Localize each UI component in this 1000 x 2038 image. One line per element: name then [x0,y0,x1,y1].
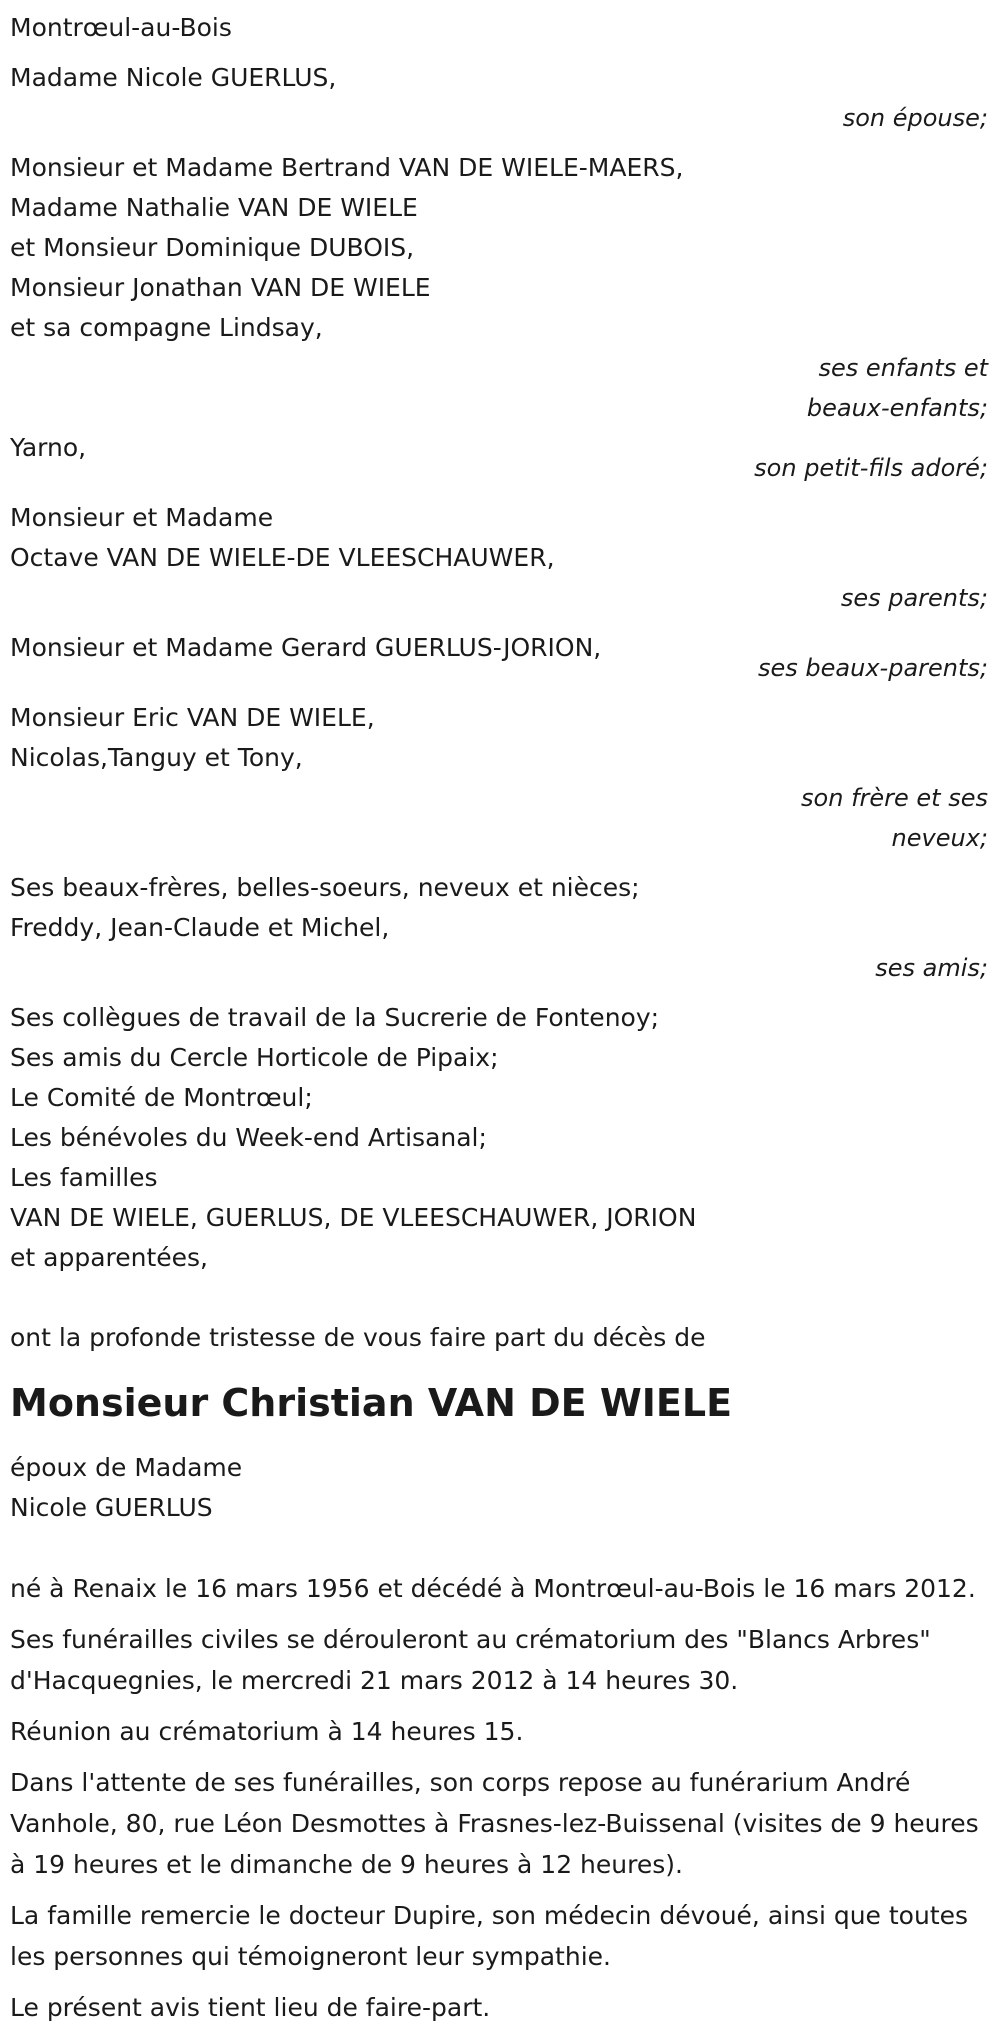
relation-label: neveux; [891,824,988,852]
location: Montrœul-au-Bois [10,13,232,42]
family-line: Ses beaux-frères, belles-soeurs, neveux et nièces; [10,873,640,902]
family-line: Monsieur Jonathan VAN DE WIELE [10,273,431,302]
family-group [10,868,988,988]
family-line: Nicolas,Tanguy et Tony, [10,743,303,772]
family-line: Octave VAN DE WIELE-DE VLEESCHAUWER, [10,543,555,572]
detail-paragraph: Ses funérailles civiles se dérouleront au crématorium des "Blancs Arbres" d'Hacquegnies, le mercredi 21 mars 2012 à 14 heures 30. [10,1625,931,1695]
relation-label: ses beaux-parents; [758,654,988,682]
spouse-line: époux de Madame [10,1453,243,1482]
detail-paragraph: La famille remercie le docteur Dupire, son médecin dévoué, ainsi que toutes les personnes qui témoigneront leur sympathie. [10,1901,969,1971]
family-line: Monsieur et Madame [10,503,274,532]
family-line: Monsieur et Madame Bertrand VAN DE WIELE-MAERS, [10,153,684,182]
relation-label: son frère et ses [801,784,988,812]
deceased-name: Monsieur Christian VAN DE WIELE [10,1381,733,1425]
family-group [10,58,988,138]
family-line: et Monsieur Dominique DUBOIS, [10,233,415,262]
others-line: Les bénévoles du Week-end Artisanal; [10,1123,487,1152]
relation-label: son petit-fils adoré; [754,454,988,482]
family-line: Madame Nathalie VAN DE WIELE [10,193,418,222]
family-line: Freddy, Jean-Claude et Michel, [10,913,390,942]
relation-label: beaux-enfants; [806,394,988,422]
detail-paragraph: né à Renaix le 16 mars 1956 et décédé à Montrœul-au-Bois le 16 mars 2012. [10,1574,976,1603]
family-line: Yarno, [10,433,87,462]
relation-label: ses enfants et [818,354,988,382]
relation-label: ses parents; [840,584,988,612]
family-line: Monsieur et Madame Gerard GUERLUS-JORION, [10,633,602,662]
detail-paragraph: Le présent avis tient lieu de faire-part. [10,1993,491,2022]
others-line: Le Comité de Montrœul; [10,1083,313,1112]
others-line: et apparentées, [10,1243,208,1272]
relation-label: son épouse; [842,104,988,132]
relation-label: ses amis; [875,954,988,982]
family-group [10,698,988,858]
family-line: Madame Nicole GUERLUS, [10,63,337,92]
family-line: Monsieur Eric VAN DE WIELE, [10,703,375,732]
others-line: Ses amis du Cercle Horticole de Pipaix; [10,1043,499,1072]
others-line: Ses collègues de travail de la Sucrerie de Fontenoy; [10,1003,660,1032]
others-line: VAN DE WIELE, GUERLUS, DE VLEESCHAUWER, JORION [10,1203,697,1232]
detail-paragraph: Dans l'attente de ses funérailles, son corps repose au funérarium André Vanhole, 80, rue Léon Desmottes à Frasnes-lez-Buissenal (visites de 9 heures à 19 heures et le dimanche de 9 heures à 12 heures). [10,1768,979,1879]
family-group [10,628,988,688]
details-paragraphs [10,1568,988,2028]
obituary-notice [10,8,988,2038]
family-line: et sa compagne Lindsay, [10,313,323,342]
detail-paragraph: Réunion au crématorium à 14 heures 15. [10,1717,524,1746]
spouse-info [10,1448,988,1528]
spouse-line: Nicole GUERLUS [10,1493,213,1522]
announcement-text: ont la profonde tristesse de vous faire part du décès de [10,1323,706,1352]
others-list [10,998,988,1278]
family-group [10,498,988,618]
family-group [10,148,988,428]
family-group [10,428,988,488]
others-line: Les familles [10,1163,158,1192]
